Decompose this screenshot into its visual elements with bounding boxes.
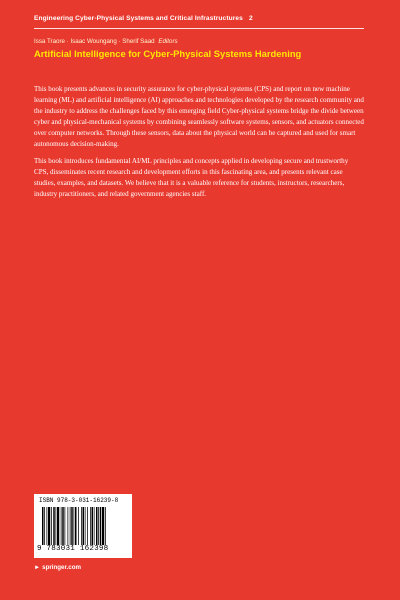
barcode-bar: [71, 507, 73, 545]
website-url[interactable]: springer.com: [42, 564, 81, 571]
barcode-bar: [94, 507, 95, 545]
barcode-bar: [85, 507, 86, 545]
barcode-bar: [74, 507, 75, 545]
arrow-icon: ►: [34, 564, 41, 571]
isbn-barcode: [34, 494, 132, 558]
barcode-bar: [61, 507, 62, 545]
barcode-bar: [87, 507, 88, 545]
barcode-bar: [62, 507, 64, 545]
isbn-label: ISBN 978-3-031-16239-8: [39, 497, 119, 504]
editor-names: Issa Traore · Isaac Woungang · Sherif Saad: [34, 38, 155, 45]
barcode-bar: [44, 507, 45, 545]
barcode-bar: [57, 507, 59, 545]
barcode-bar: [70, 507, 71, 545]
barcode-bar: [56, 507, 57, 545]
barcode-bar: [48, 507, 50, 545]
header-divider: [34, 28, 364, 29]
editors-line: [34, 38, 178, 45]
barcode-bar: [42, 507, 44, 545]
barcode-bar: [100, 507, 102, 545]
barcode-bars: [42, 507, 126, 545]
editors-label: Editors: [158, 38, 178, 45]
series-name: Engineering Cyber-Physical Systems and Critical Infrastructures: [34, 15, 243, 22]
barcode-bar: [90, 507, 91, 545]
description-paragraph-2: This book introduces fundamental AI/ML principles and concepts applied in developing secure and trustworthy CPS, disseminates recent research and development efforts in this fascinating area, and presents relevant case studies, examples, and datasets. We believe that it is a valuable reference for students, instructors, researchers, industry practitioners, and related government agencies staff.: [34, 156, 349, 198]
barcode-bar: [102, 507, 104, 545]
barcode-bar: [65, 507, 66, 545]
barcode-bar: [105, 507, 106, 545]
barcode-bar: [51, 507, 52, 545]
barcode-bar: [98, 507, 99, 545]
description-paragraph-1: This book presents advances in security assurance for cyber-physical systems (CPS) and report on new machine learning (ML) and artificial intelligence (AI) approaches and technologies developed by the research community and the industry to address the challenges faced by this emerging field Cyber-physical systems bridge the divide between cyber and physical-mechanical systems by combining seamlessly software systems, sensors, and actuators connected over computer networks. Through these sensors, data about the physical world can be captured and used for smart autonomous decision-making.: [34, 85, 364, 149]
publisher-website[interactable]: [34, 564, 81, 571]
series-number: 2: [248, 15, 253, 22]
series-title: [34, 15, 253, 22]
barcode-bar: [81, 507, 82, 545]
barcode-bar: [92, 507, 94, 545]
book-description: [34, 84, 364, 205]
barcode-bar: [68, 507, 69, 545]
barcode-bar: [47, 507, 48, 545]
book-title: Artificial Intelligence for Cyber-Physical Systems Hardening: [34, 48, 302, 59]
barcode-bar: [83, 507, 85, 545]
barcode-bar: [75, 507, 77, 545]
barcode-bar: [53, 507, 55, 545]
barcode-bar: [78, 507, 79, 545]
barcode-digits: 9 783031 162398: [37, 545, 109, 553]
barcode-bar: [96, 507, 98, 545]
